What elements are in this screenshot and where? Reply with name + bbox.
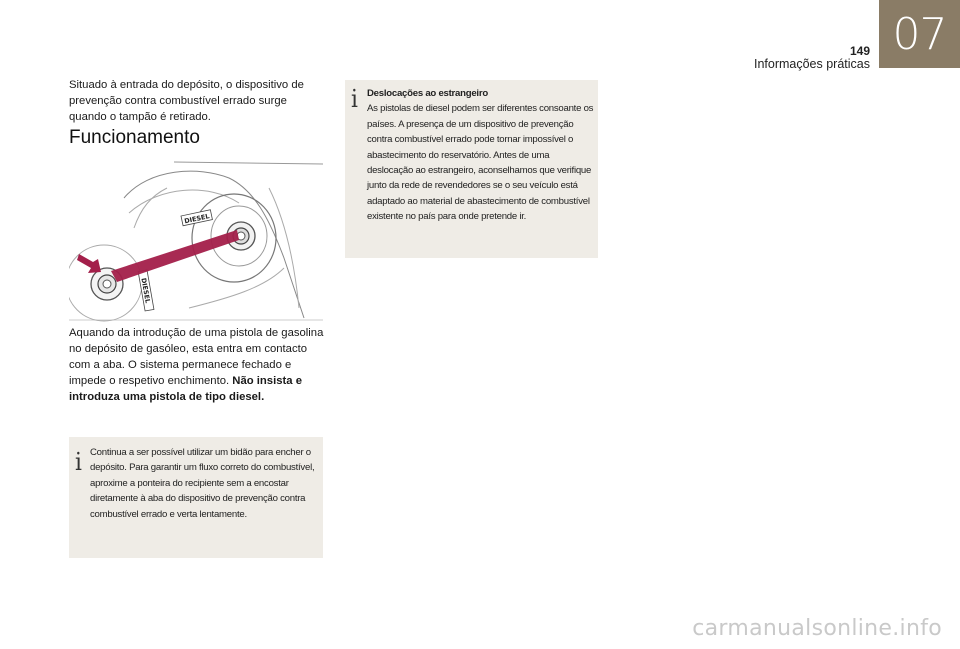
info-icon: i [351, 85, 358, 113]
info-box-travel-abroad [345, 80, 598, 258]
body-text: Aquando da introdução de uma pistola de gasolina no depósito de gasóleo, esta entra em contacto com a aba. O sistema permanece fechado e impede o respetivo enchimento. [69, 327, 324, 387]
info-box-jerrycan [69, 437, 323, 558]
info-box-content [367, 86, 597, 225]
fuel-filler-illustration [69, 158, 323, 322]
page-number: 149 [849, 44, 870, 58]
body-paragraph [69, 325, 325, 405]
diesel-label-inset: DIESEL [139, 277, 152, 304]
section-heading: Funcionamento [69, 127, 200, 148]
intro-paragraph: Situado à entrada do depósito, o dispositivo de prevenção contra combustível errado surge quando o tampão é retirado. [69, 79, 304, 123]
watermark: carmanualsonline.info [692, 616, 942, 641]
info-box-title: Deslocações ao estrangeiro [367, 88, 488, 99]
diesel-label-door: DIESEL [183, 212, 211, 226]
info-icon: i [75, 448, 82, 476]
section-title: Informações práticas [753, 57, 870, 71]
info-box-text: Continua a ser possível utilizar um bidão para encher o depósito. Para garantir um fluxo correto do combustível, aproxime a ponteira do recipiente sem a encostar diretamente à aba do dispositivo de prevenção contra combustível errado e verta lentamente. [90, 447, 315, 520]
warning-text: Não insista e introduza uma pistola de tipo diesel. [69, 375, 302, 403]
info-box-text: As pistolas de diesel podem ser diferentes consoante os países. A presença de um dispositivo de prevenção contra combustível errado pode tornar impossível o abastecimento do reservatório. Antes de uma deslocação ao estrangeiro, aconselhamos que verifique junto da rede de revendedores se o seu veículo está adaptado ao material de abastecimento de combustível existente no país para onde pretende ir. [367, 103, 594, 223]
chapter-tab: 07 [879, 0, 960, 68]
